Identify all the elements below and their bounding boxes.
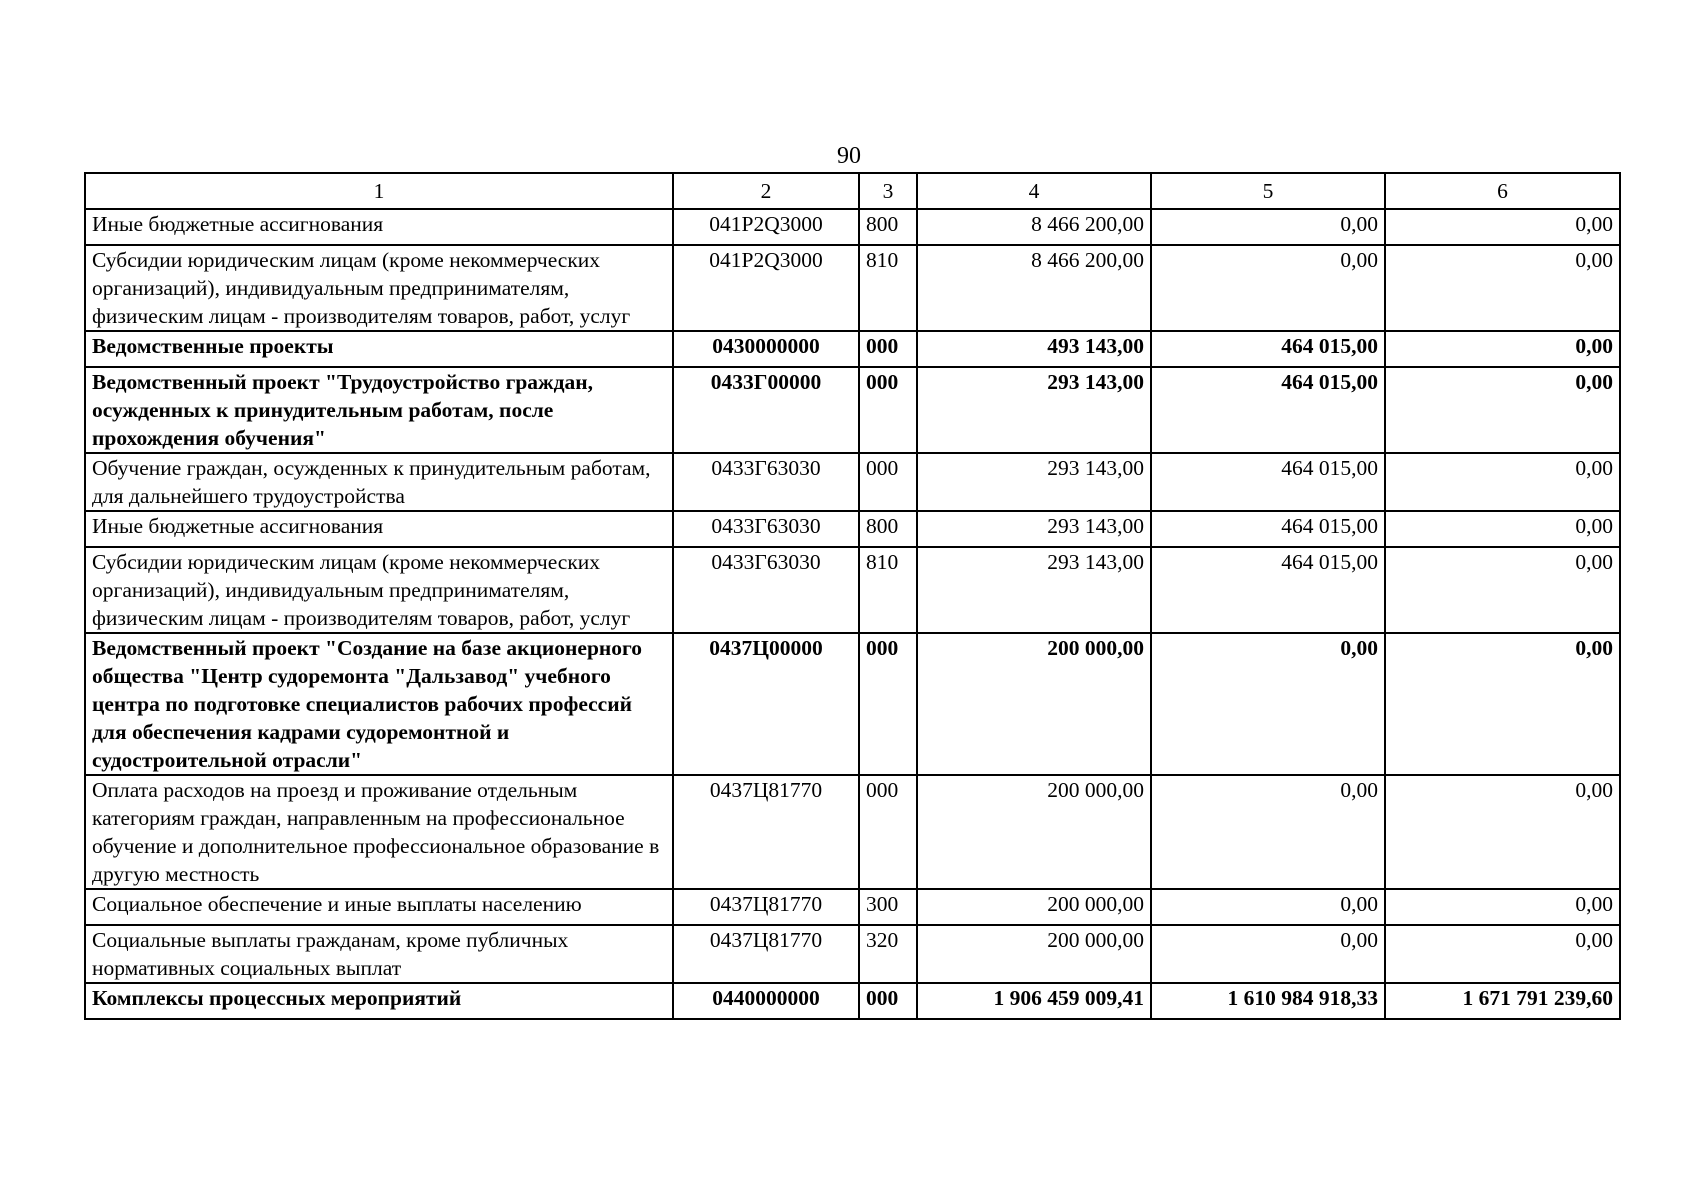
row-code: 0437Ц81770 (673, 775, 859, 889)
row-value-4: 493 143,00 (917, 331, 1151, 367)
table-row (85, 209, 1620, 245)
row-code: 0440000000 (673, 983, 859, 1019)
row-value-6: 0,00 (1385, 633, 1620, 775)
header-row (85, 173, 1620, 209)
table-row (85, 547, 1620, 633)
row-value-5: 0,00 (1151, 889, 1385, 925)
header-col-5: 5 (1151, 173, 1385, 209)
row-code: 0433Г63030 (673, 511, 859, 547)
row-value-6: 0,00 (1385, 547, 1620, 633)
row-value-4: 200 000,00 (917, 889, 1151, 925)
header-col-1: 1 (85, 173, 673, 209)
row-value-4: 293 143,00 (917, 453, 1151, 511)
row-value-6: 0,00 (1385, 453, 1620, 511)
row-value-4: 200 000,00 (917, 775, 1151, 889)
row-code: 0430000000 (673, 331, 859, 367)
row-value-5: 0,00 (1151, 775, 1385, 889)
row-type: 000 (859, 453, 917, 511)
table-row (85, 775, 1620, 889)
row-value-4: 1 906 459 009,41 (917, 983, 1151, 1019)
table-row (85, 331, 1620, 367)
row-type: 000 (859, 775, 917, 889)
table-row (85, 511, 1620, 547)
row-type: 000 (859, 367, 917, 453)
row-value-4: 293 143,00 (917, 511, 1151, 547)
row-value-6: 0,00 (1385, 511, 1620, 547)
header-col-2: 2 (673, 173, 859, 209)
row-code: 041P2Q3000 (673, 245, 859, 331)
row-name: Обучение граждан, осужденных к принудительным работам, для дальнейшего трудоустройства (85, 453, 673, 511)
row-code: 0437Ц81770 (673, 889, 859, 925)
row-name: Социальные выплаты гражданам, кроме публичных нормативных социальных выплат (85, 925, 673, 983)
row-value-4: 8 466 200,00 (917, 245, 1151, 331)
table-row (85, 245, 1620, 331)
row-value-6: 0,00 (1385, 925, 1620, 983)
row-name: Иные бюджетные ассигнования (85, 511, 673, 547)
row-value-6: 0,00 (1385, 245, 1620, 331)
row-type: 300 (859, 889, 917, 925)
table-row (85, 983, 1620, 1019)
row-name: Ведомственный проект "Трудоустройство граждан, осужденных к принудительным работам, после прохождения обучения" (85, 367, 673, 453)
row-value-6: 0,00 (1385, 889, 1620, 925)
row-value-5: 464 015,00 (1151, 547, 1385, 633)
row-type: 800 (859, 511, 917, 547)
header-col-6: 6 (1385, 173, 1620, 209)
row-code: 041P2Q3000 (673, 209, 859, 245)
page-number: 90 (837, 143, 861, 169)
row-value-4: 293 143,00 (917, 547, 1151, 633)
row-name: Ведомственные проекты (85, 331, 673, 367)
row-value-5: 464 015,00 (1151, 367, 1385, 453)
table-row (85, 889, 1620, 925)
row-value-6: 0,00 (1385, 209, 1620, 245)
row-name: Субсидии юридическим лицам (кроме некоммерческих организаций), индивидуальным предпринимателям, физическим лицам - производителям товаров, работ, услуг (85, 245, 673, 331)
table-row (85, 367, 1620, 453)
row-code: 0433Г63030 (673, 453, 859, 511)
row-value-5: 0,00 (1151, 245, 1385, 331)
row-type: 810 (859, 547, 917, 633)
row-value-6: 0,00 (1385, 775, 1620, 889)
row-name: Оплата расходов на проезд и проживание отдельным категориям граждан, направленным на профессиональное обучение и дополнительное профессиональное образование в другую местность (85, 775, 673, 889)
row-type: 000 (859, 331, 917, 367)
row-value-6: 0,00 (1385, 367, 1620, 453)
row-type: 000 (859, 983, 917, 1019)
row-value-6: 1 671 791 239,60 (1385, 983, 1620, 1019)
row-code: 0433Г00000 (673, 367, 859, 453)
table-row (85, 925, 1620, 983)
row-value-5: 0,00 (1151, 925, 1385, 983)
row-code: 0437Ц00000 (673, 633, 859, 775)
row-value-4: 200 000,00 (917, 925, 1151, 983)
row-value-5: 464 015,00 (1151, 331, 1385, 367)
header-col-4: 4 (917, 173, 1151, 209)
row-name: Ведомственный проект "Создание на базе акционерного общества "Центр судоремонта "Дальзавод" учебного центра по подготовке специалистов рабочих профессий для обеспечения кадрами судоремонтной и судостроительной отрасли" (85, 633, 673, 775)
row-type: 000 (859, 633, 917, 775)
row-value-5: 464 015,00 (1151, 511, 1385, 547)
row-value-6: 0,00 (1385, 331, 1620, 367)
row-type: 810 (859, 245, 917, 331)
row-value-4: 293 143,00 (917, 367, 1151, 453)
table-row (85, 633, 1620, 775)
header-col-3: 3 (859, 173, 917, 209)
row-value-4: 8 466 200,00 (917, 209, 1151, 245)
row-code: 0437Ц81770 (673, 925, 859, 983)
row-value-5: 464 015,00 (1151, 453, 1385, 511)
row-code: 0433Г63030 (673, 547, 859, 633)
row-name: Субсидии юридическим лицам (кроме некоммерческих организаций), индивидуальным предпринимателям, физическим лицам - производителям товаров, работ, услуг (85, 547, 673, 633)
budget-table (84, 172, 1621, 1020)
table-row (85, 453, 1620, 511)
row-type: 800 (859, 209, 917, 245)
row-value-5: 0,00 (1151, 633, 1385, 775)
row-value-4: 200 000,00 (917, 633, 1151, 775)
row-name: Комплексы процессных мероприятий (85, 983, 673, 1019)
row-type: 320 (859, 925, 917, 983)
row-name: Социальное обеспечение и иные выплаты населению (85, 889, 673, 925)
row-value-5: 0,00 (1151, 209, 1385, 245)
row-value-5: 1 610 984 918,33 (1151, 983, 1385, 1019)
row-name: Иные бюджетные ассигнования (85, 209, 673, 245)
